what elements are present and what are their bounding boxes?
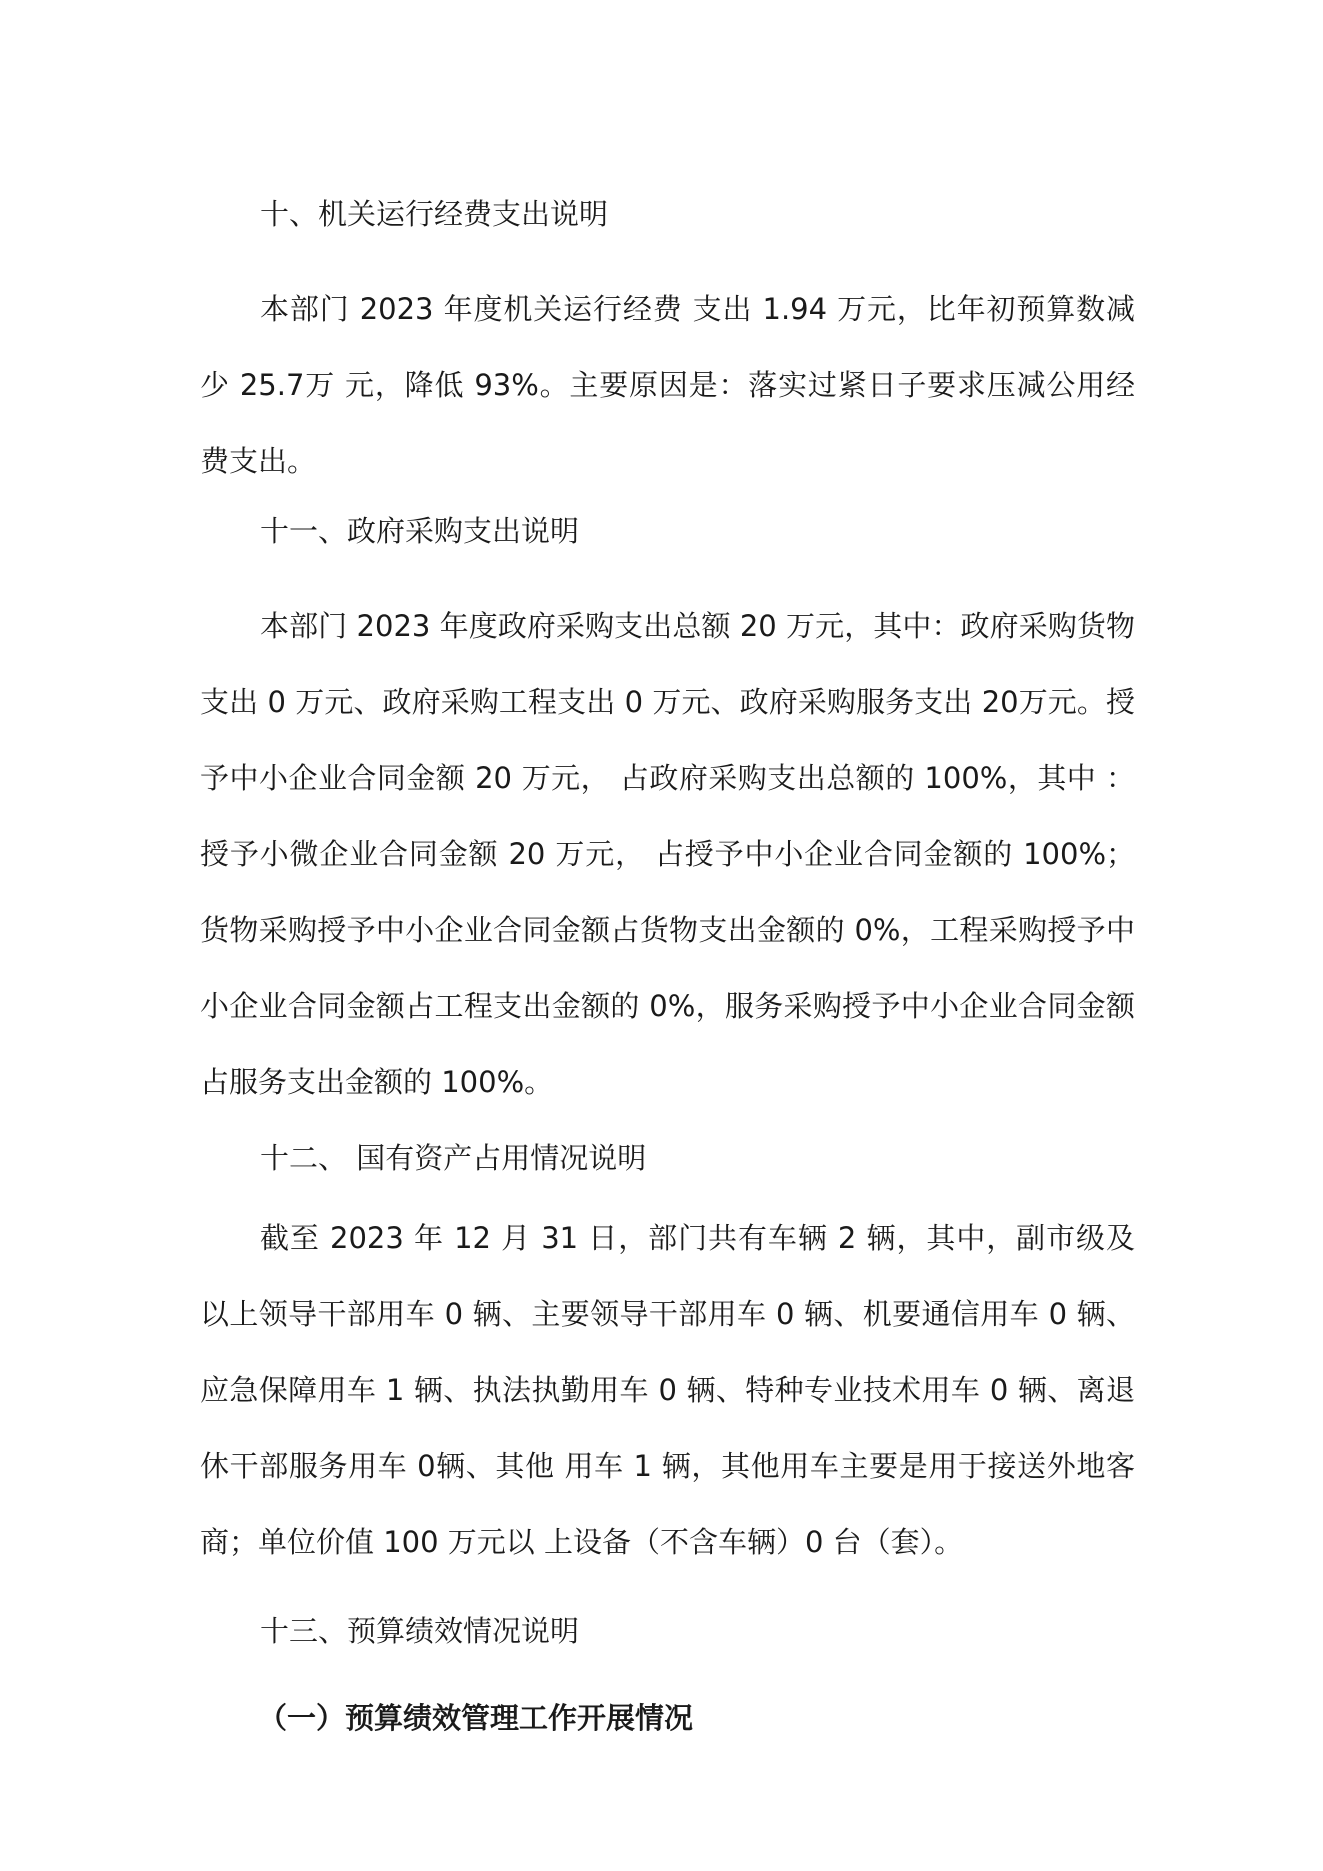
- section-paragraph-11: 本部门 2023 年度政府采购支出总额 20 万元，其中：政府采购货物支出 0 万元、政府采购工程支出 0 万元、政府采购服务支出 20万元。授予中小企业合同金额 20 万元， 占政府采购支出总额的 100%，其中 ：授予小微企业合同金额 20 万元， 占授予中小企业合同金额的 100%；货物采购授予中小企业合同金额占货物支出金额的 0%，工程采购授予中小企业合同金额占工程支出金额的 0%，服务采购授予中小企业合同金额占服务支出金额的 100%。: [200, 609, 1135, 1099]
- section-heading-13: 十三、预算绩效情况说明: [260, 1614, 580, 1648]
- section-heading-11: 十一、政府采购支出说明: [260, 514, 580, 548]
- section-heading-10: 十、机关运行经费支出说明: [260, 197, 609, 231]
- subsection-heading-1: （一）预算绩效管理工作开展情况: [258, 1701, 694, 1735]
- section-heading-12: 十二、 国有资产占用情况说明: [260, 1141, 647, 1175]
- section-paragraph-10: 本部门 2023 年度机关运行经费 支出 1.94 万元，比年初预算数减少 25.7万 元，降低 93%。主要原因是：落实过紧日子要求压减公用经费支出。: [200, 292, 1135, 478]
- section-paragraph-12: 截至 2023 年 12 月 31 日，部门共有车辆 2 辆，其中，副市级及以上领导干部用车 0 辆、主要领导干部用车 0 辆、机要通信用车 0 辆、 应急保障用车 1 辆、执法执勤用车 0 辆、特种专业技术用车 0 辆、离退休干部服务用车 0辆、其他 用车 1 辆，其他用车主要是用于接送外地客商；单位价值 100 万元以 上设备（不含车辆）0 台（套）。: [200, 1221, 1135, 1559]
